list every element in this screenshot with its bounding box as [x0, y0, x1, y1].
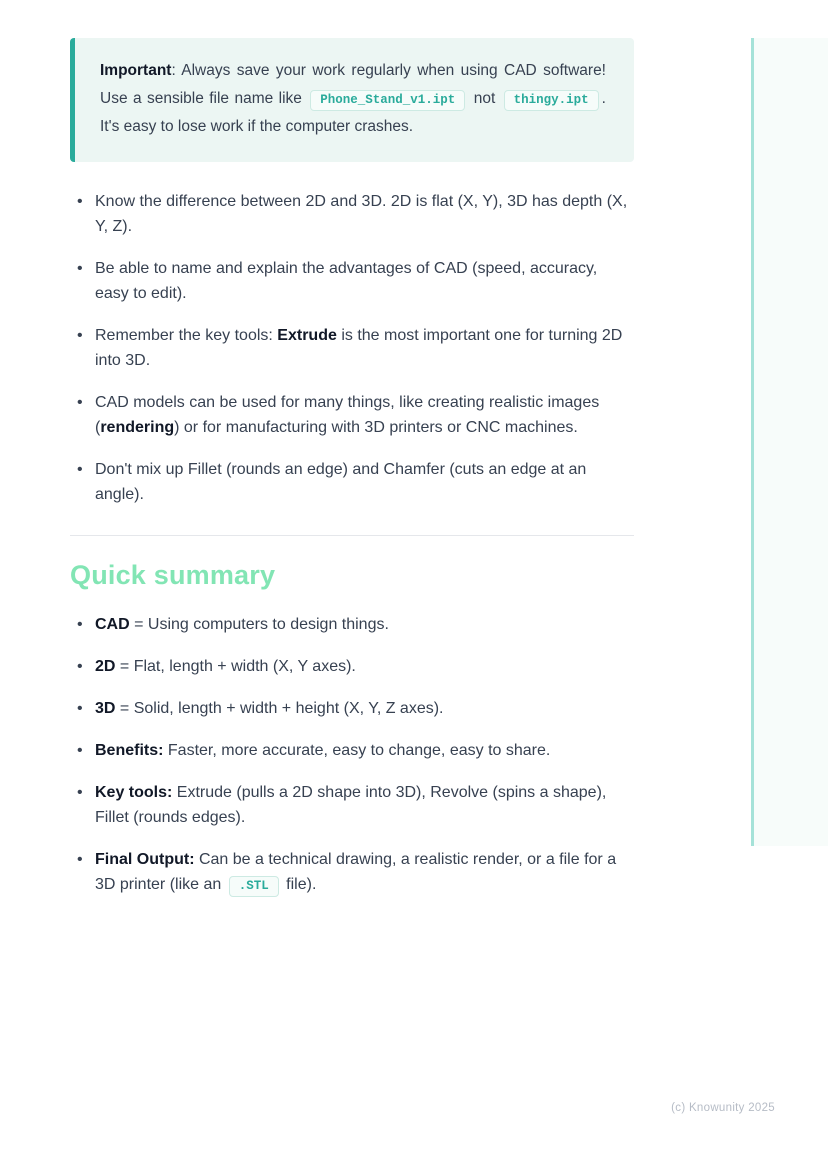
- callout-lead: Important: [100, 62, 172, 79]
- list-item: • CAD models can be used for many things, like creating realistic images (rendering) or for manufacturing with 3D printers or CNC machines.: [95, 390, 634, 440]
- quick-summary-heading: Quick summary: [70, 559, 276, 590]
- document-page: [70, 0, 634, 916]
- section-divider: [70, 535, 634, 536]
- list-item: • Benefits: Faster, more accurate, easy to change, easy to share.: [95, 738, 634, 763]
- next-page-edge: [751, 38, 828, 846]
- list-item: • Know the difference between 2D and 3D. 2D is flat (X, Y), 3D has depth (X, Y, Z).: [95, 189, 634, 239]
- inline-code-chip: .STL: [229, 876, 279, 897]
- inline-code-chip: Phone_Stand_v1.ipt: [310, 90, 465, 111]
- list-item: • 2D = Flat, length + width (X, Y axes).: [95, 654, 634, 679]
- quick-summary-list: [70, 612, 634, 899]
- callout-text: Important: Always save your work regularly when using CAD software! Use a sensible file name like Phone_Stand_v1.ipt not thingy.ipt . It's easy to lose work if the computer crashes.: [100, 62, 606, 135]
- exam-tips-list: [70, 189, 634, 507]
- list-item: • 3D = Solid, length + width + height (X, Y, Z axes).: [95, 696, 634, 721]
- list-item: • Final Output: Can be a technical drawing, a realistic render, or a file for a 3D printer (like an .STL file).: [95, 847, 634, 899]
- copyright-footer: (c) Knowunity 2025: [671, 1102, 775, 1114]
- list-item: • Remember the key tools: Extrude is the most important one for turning 2D into 3D.: [95, 323, 634, 373]
- list-item: • CAD = Using computers to design things.: [95, 612, 634, 637]
- list-item: • Key tools: Extrude (pulls a 2D shape into 3D), Revolve (spins a shape), Fillet (rounds edges).: [95, 780, 634, 830]
- list-item: • Be able to name and explain the advantages of CAD (speed, accuracy, easy to edit).: [95, 256, 634, 306]
- important-callout: [70, 38, 634, 162]
- inline-code-chip: thingy.ipt: [504, 90, 599, 111]
- list-item: • Don't mix up Fillet (rounds an edge) and Chamfer (cuts an edge at an angle).: [95, 457, 634, 507]
